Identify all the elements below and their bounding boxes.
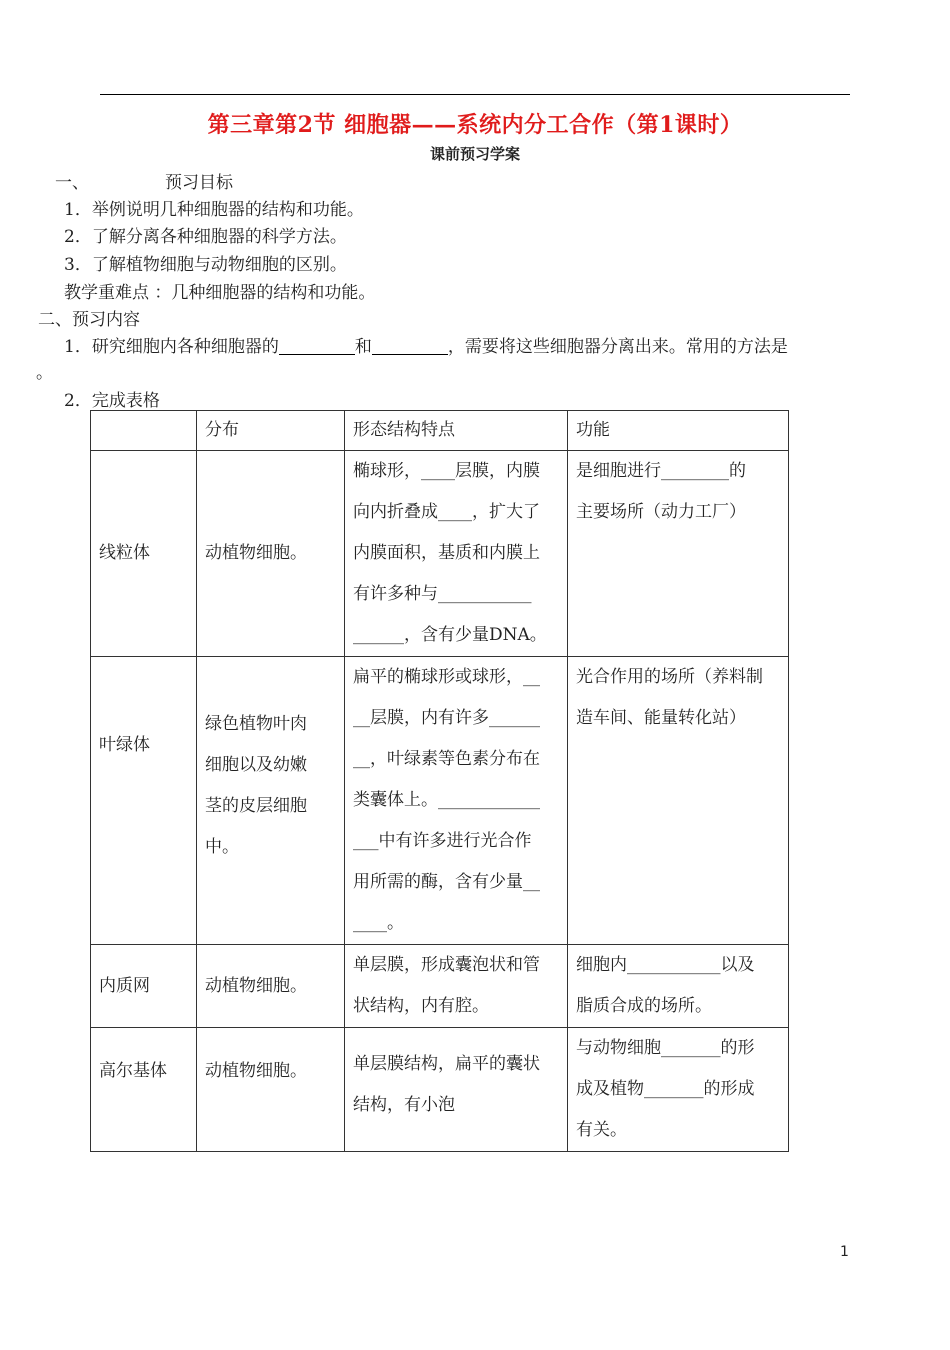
question-2: 2．完成表格: [64, 391, 160, 411]
function-line: 成及植物_______的形成: [576, 1079, 755, 1099]
table-header-structure: 形态结构特点: [345, 411, 568, 451]
organelle-name: 线粒体: [91, 451, 197, 657]
organelle-distribution: 动植物细胞。: [197, 451, 345, 657]
structure-line: 用所需的酶，含有少量__: [353, 872, 540, 892]
goal-2: 2．了解分离各种细胞器的科学方法。: [64, 227, 347, 247]
page-subtitle: 课前预习学案: [429, 145, 520, 163]
organelle-distribution: 动植物细胞。: [197, 945, 345, 1028]
table-header-function: 功能: [568, 411, 789, 451]
distribution-line: 茎的皮层细胞: [205, 795, 307, 816]
organelle-structure: [345, 657, 568, 945]
table-row: [91, 657, 789, 945]
function-line: 细胞内___________以及: [576, 955, 755, 975]
organelle-structure: [345, 451, 568, 657]
distribution-line: 细胞以及幼嫩: [205, 754, 307, 775]
structure-line: 类囊体上。____________: [353, 790, 540, 810]
function-line: 有关。: [576, 1120, 627, 1140]
function-line: 光合作用的场所（养料制: [576, 667, 763, 687]
section-1-title: 预习目标: [165, 173, 233, 193]
header-rule: [100, 94, 850, 95]
structure-line: __，叶绿素等色素分布在: [353, 749, 540, 769]
organelle-function: [568, 657, 789, 945]
key-points: 教学重难点 ：几种细胞器的结构和功能。: [64, 283, 376, 303]
organelle-table: [90, 410, 789, 1152]
structure-line: 有许多种与___________: [353, 584, 532, 604]
function-line: 主要场所（动力工厂）: [576, 502, 746, 522]
structure-line: 状结构，内有腔。: [353, 996, 489, 1016]
fill-blank[interactable]: [279, 338, 355, 355]
structure-line: 椭球形，____层膜，内膜: [353, 461, 540, 481]
question-1-part-b: 和: [354, 337, 372, 357]
table-row: [91, 451, 789, 657]
organelle-function: [568, 945, 789, 1028]
structure-line: 扁平的椭球形或球形，__: [353, 667, 540, 687]
table-header-distribution: 分布: [197, 411, 345, 451]
function-line: 与动物细胞_______的形: [576, 1038, 755, 1058]
structure-line: 向内折叠成____，扩大了: [353, 502, 540, 522]
function-line: 脂质合成的场所。: [576, 996, 712, 1016]
organelle-function: [568, 1028, 789, 1152]
structure-line: ______，含有少量DNA。: [353, 625, 547, 645]
table-row: [91, 1028, 789, 1152]
table-header-cell: [91, 411, 197, 451]
question-1: [64, 332, 788, 357]
distribution-line: 绿色植物叶肉: [205, 713, 307, 734]
table-row: [91, 945, 789, 1028]
structure-line: ____。: [353, 913, 404, 933]
section-1-number: 一、: [55, 173, 89, 193]
organelle-name: 叶绿体: [91, 657, 197, 945]
table-header-row: [91, 411, 789, 451]
fill-blank[interactable]: [372, 338, 448, 355]
page-title: 第三章第2节 细胞器——系统内分工合作（第1课时）: [207, 112, 743, 138]
distribution-line: 中。: [205, 836, 239, 857]
structure-line: 单层膜结构，扁平的囊状: [353, 1053, 540, 1074]
structure-line: ___中有许多进行光合作: [353, 831, 532, 851]
section-2-title: 二、预习内容: [38, 310, 140, 330]
organelle-name: 高尔基体: [91, 1028, 197, 1152]
question-1-part-c: ，需要将这些细胞器分离出来。常用的方法是: [447, 337, 788, 357]
question-1-part-a: 1．研究细胞内各种细胞器的: [64, 337, 279, 357]
function-line: 造车间、能量转化站）: [576, 708, 746, 728]
structure-line: __层膜，内有许多______: [353, 708, 540, 728]
goal-1: 1．举例说明几种细胞器的结构和功能。: [64, 200, 364, 220]
organelle-function: [568, 451, 789, 657]
organelle-structure: [345, 1028, 568, 1152]
organelle-name: 内质网: [91, 945, 197, 1028]
organelle-distribution: [197, 657, 345, 945]
organelle-distribution: 动植物细胞。: [197, 1028, 345, 1152]
question-1-end: 。: [36, 363, 53, 383]
function-line: 是细胞进行________的: [576, 461, 746, 481]
organelle-structure: [345, 945, 568, 1028]
page-number: 1: [840, 1244, 849, 1260]
structure-line: 结构，有小泡: [353, 1094, 455, 1115]
structure-line: 内膜面积，基质和内膜上: [353, 543, 540, 563]
structure-line: 单层膜，形成囊泡状和管: [353, 955, 540, 975]
goal-3: 3．了解植物细胞与动物细胞的区别。: [64, 255, 347, 275]
